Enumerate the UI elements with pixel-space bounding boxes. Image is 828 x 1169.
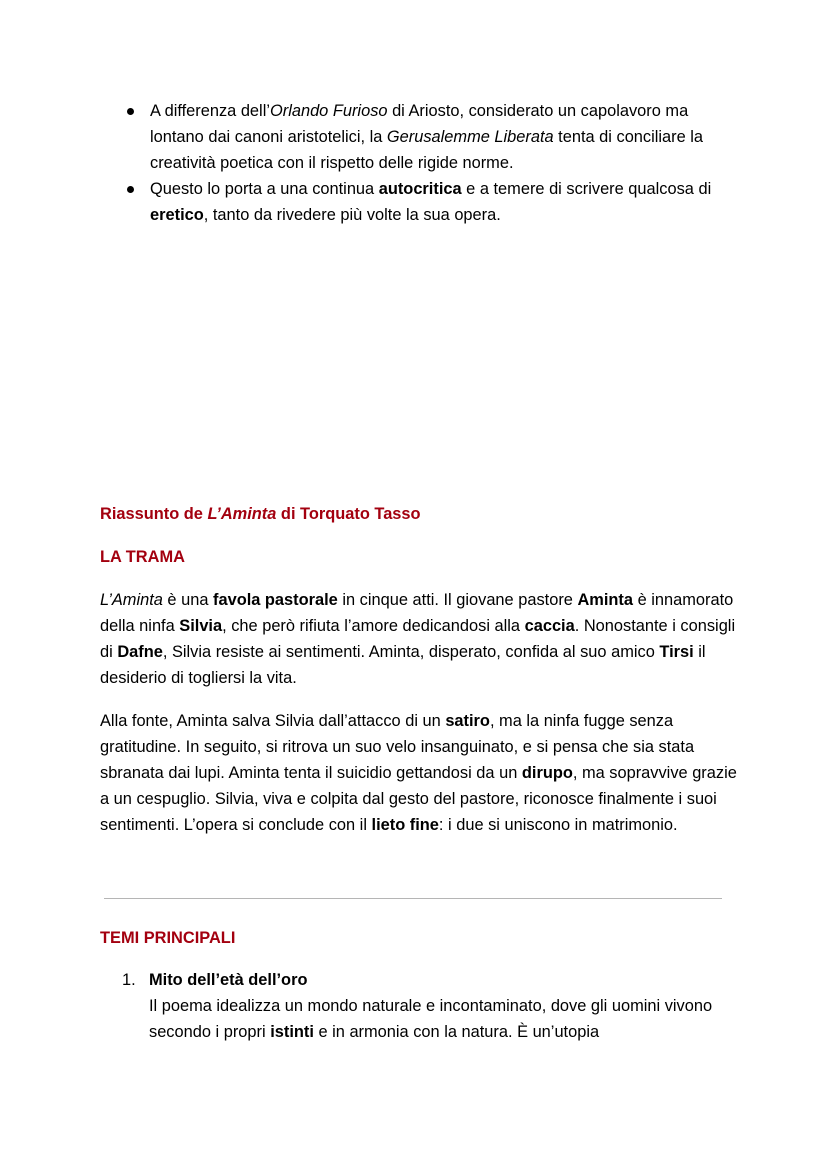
bold-term: autocritica [378,180,462,198]
item-title: Mito dell’età dell’oro [149,971,308,989]
bullet-dot-icon [127,186,134,193]
bullet-dot-icon [127,108,134,115]
item-body [116,967,740,1045]
item-number: 1. [122,971,136,989]
trama-section [100,544,740,570]
bold-term: eretico [150,206,204,224]
bullet-text: A differenza dell’Orlando Furioso di Ariosto, considerato un capolavoro ma lontano dai canoni aristotelici, la Gerusalemme Liberata tenta di conciliare la creatività poetica con il rispetto delle rigide norme. [150,102,704,172]
temi-heading: TEMI PRINCIPALI [100,929,236,947]
numbered-item [116,967,740,1045]
trama-paragraph-1 [100,587,740,691]
bullet-text: Questo lo porta a una continua autocritica e a temere di scrivere qualcosa di eretico, tanto da rivedere più volte la sua opera. [150,180,712,224]
bullet-item [124,176,744,228]
temi-numbered-list [116,967,740,1045]
italic-title: Orlando Furioso [269,102,388,120]
item-text: Il poema idealizza un mondo naturale e incontaminato, dove gli uomini vivono secondo i propri istinti e in armonia con la natura. È un’utopia [149,997,713,1041]
paragraph: L’Aminta è una favola pastorale in cinque atti. Il giovane pastore Aminta è innamorato della ninfa Silvia, che però rifiuta l’amore dedicandosi alla caccia. Nonostante i consigli di Dafne, Silvia resiste ai sentimenti. Aminta, disperato, confida al suo amico Tirsi il desiderio di togliersi la vita. [100,591,736,687]
italic-title: Gerusalemme Liberata [386,128,554,146]
section-title-block [100,501,740,527]
section-title: Riassunto de L’Aminta di Torquato Tasso [100,505,421,523]
horizontal-divider [104,898,722,899]
trama-paragraph-2 [100,708,740,838]
temi-section [100,925,740,951]
paragraph: Alla fonte, Aminta salva Silvia dall’attacco di un satiro, ma la ninfa fugge senza gratitudine. In seguito, si ritrova un suo velo insanguinato, e si pensa che sia stata sbranata dai lupi. Aminta tenta il suicidio gettandosi da un dirupo, ma sopravvive grazie a un cespuglio. Silvia, viva e colpita dal gesto del pastore, riconosce finalmente i suoi sentimenti. L’opera si conclude con il lieto fine: i due si uniscono in matrimonio. [100,712,737,834]
intro-bullet-list [124,98,744,228]
bullet-item [124,98,744,176]
trama-heading: LA TRAMA [100,548,185,566]
